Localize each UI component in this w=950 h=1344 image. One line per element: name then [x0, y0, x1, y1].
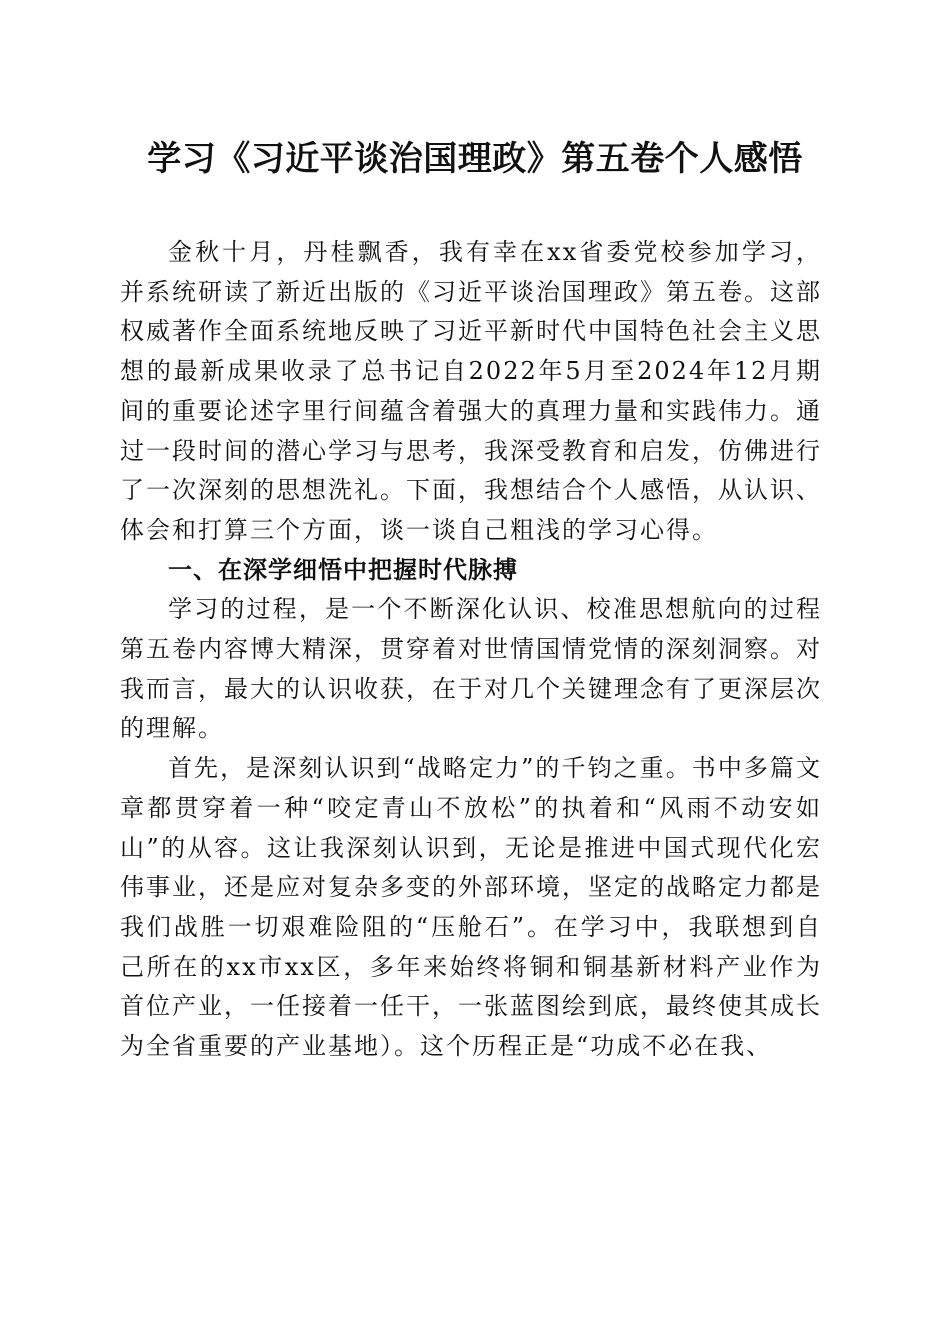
intro-paragraph: 金秋十月，丹桂飘香，我有幸在xx省委党校参加学习，并系统研读了新近出版的《习近平谈治国理政》第五卷。这部权威著作全面系统地反映了习近平新时代中国特色社会主义思想的最新成果收录了总书记自2022年5月至2024年12月期间的重要论述字里行间蕴含着强大的真理力量和实践伟力。通过一段时间的潜心学习与思考，我深受教育和启发，仿佛进行了一次深刻的思想洗礼。下面，我想结合个人感悟，从认识、体会和打算三个方面，谈一谈自己粗浅的学习心得。 [120, 238, 822, 544]
section-heading: 一、在深学细悟中把握时代脉搏 [168, 555, 518, 584]
document-body [120, 233, 822, 1067]
document-title: 学习《习近平谈治国理政》第五卷个人感悟 [147, 139, 803, 179]
section-paragraph: 学习的过程，是一个不断深化认识、校准思想航向的过程第五卷内容博大精深，贯穿着对世情国情党情的深刻洞察。对我而言，最大的认识收获，在于对几个关键理念有了更深层次的理解。 [120, 595, 822, 743]
section-paragraph: 首先，是深刻认识到“战略定力”的千钧之重。书中多篇文章都贯穿着一种“咬定青山不放松”的执着和“风雨不动安如山”的从容。这让我深刻认识到，无论是推进中国式现代化宏伟事业，还是应对复杂多变的外部环境，坚定的战略定力都是我们战胜一切艰难险阻的“压舱石”。在学习中，我联想到自己所在的xx市xx区，多年来始终将铜和铜基新材料产业作为首位产业，一任接着一任干，一张蓝图绘到底，最终使其成长为全省重要的产业基地）。这个历程正是“功成不必在我、 [120, 754, 822, 1061]
